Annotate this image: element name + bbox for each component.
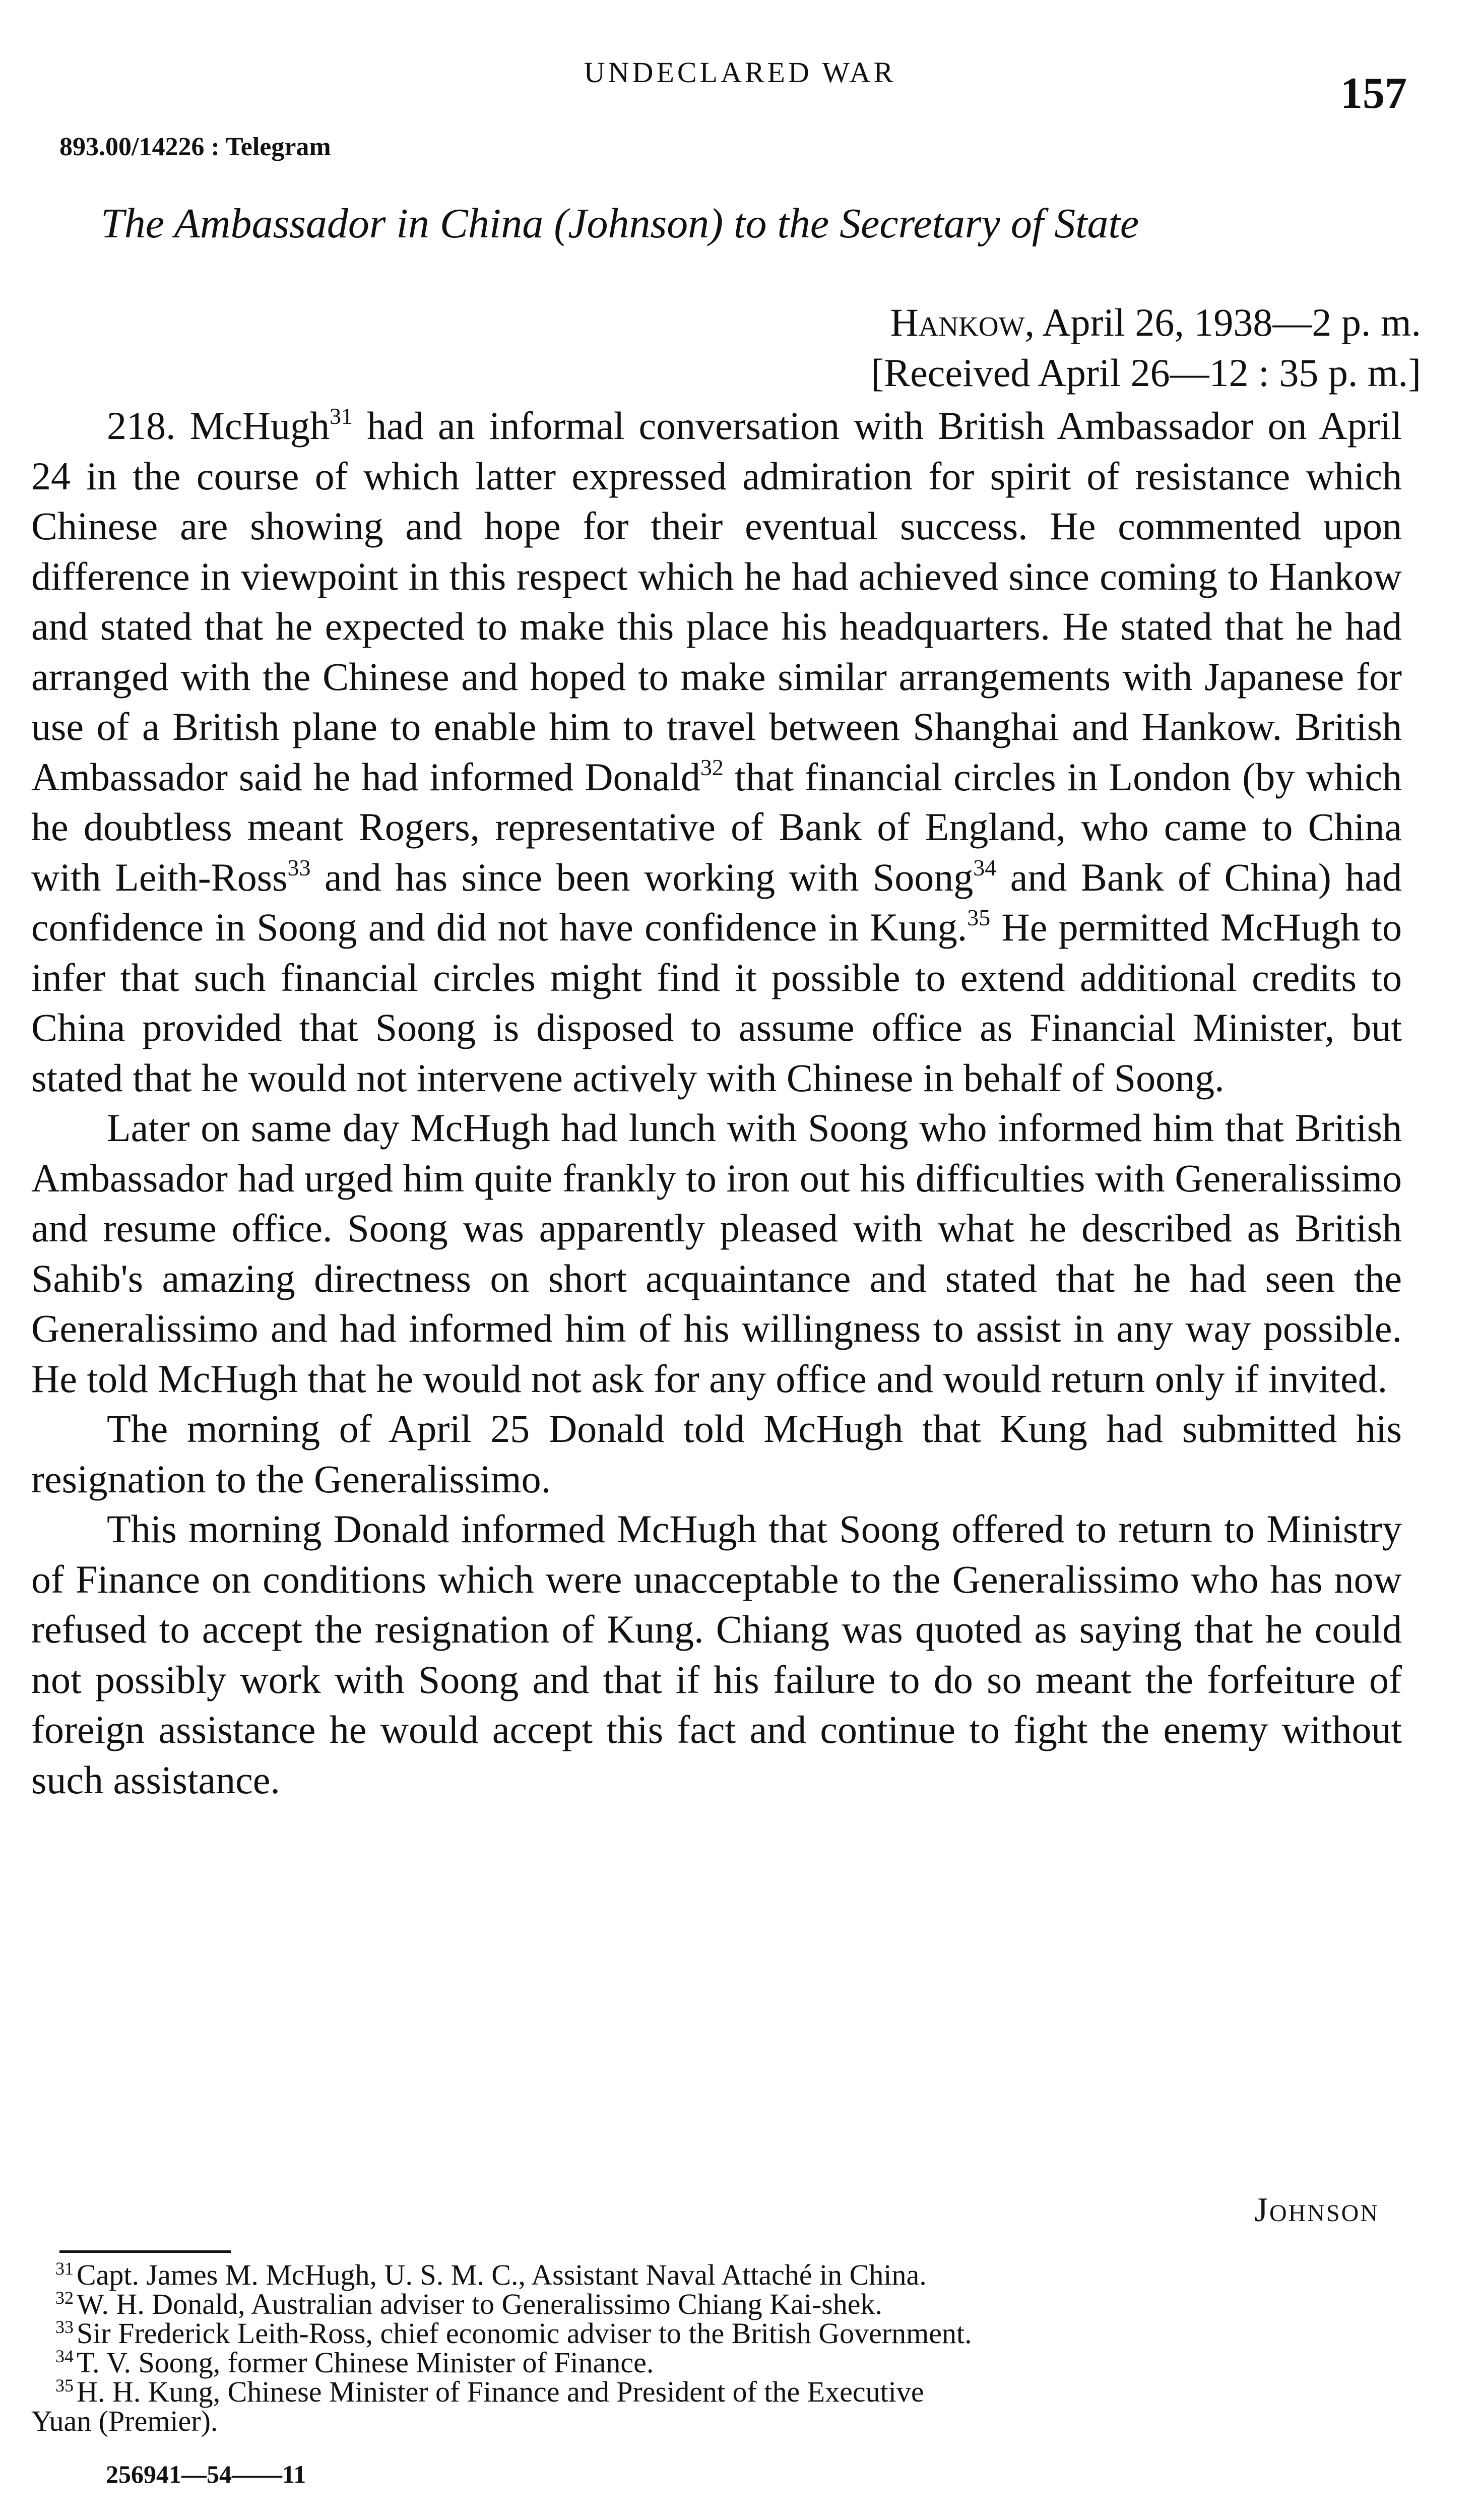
footnote-32	[31, 2290, 1402, 2319]
paragraph-1-part: He permitted McHugh to infer that such financial circles might find it possible to extend additional credits to China provided that Soong is disposed to assume office as Financial Minister, but stated that he would not intervene actively with Chinese in behalf of Soong.	[31, 905, 1402, 1100]
footnote-number: 33	[55, 2317, 74, 2337]
footnote-divider	[59, 2250, 231, 2253]
signature: Johnson	[1254, 2190, 1379, 2229]
footnote-ref-34: 34	[973, 854, 997, 880]
footnote-ref-31: 31	[330, 403, 353, 429]
telegram-body	[31, 401, 1402, 1805]
dateline-place: Hankow	[890, 300, 1025, 344]
paragraph-1-part: and has since been working with Soong	[310, 855, 974, 899]
footnotes	[31, 2260, 1402, 2436]
footnote-text: Capt. James M. McHugh, U. S. M. C., Assistant Naval Attaché in China.	[77, 2258, 927, 2291]
footnote-ref-33: 33	[287, 854, 311, 880]
paragraph-1-part: that financial circles in London (by which he doubtless meant Rogers, representative of Bank of England, who came to China with Leith-Ross	[31, 754, 1402, 899]
file-reference: 893.00/14226 : Telegram	[59, 133, 331, 161]
footnote-34	[31, 2348, 1402, 2377]
footnote-number: 34	[55, 2346, 74, 2366]
paragraph-1	[31, 401, 1402, 1103]
page-number: 157	[1340, 69, 1407, 118]
footnote-number: 32	[55, 2288, 74, 2308]
footnote-31	[31, 2260, 1402, 2290]
document-title: The Ambassador in China (Johnson) to the Secretary of State	[101, 200, 1139, 247]
dateline-received: [Received April 26—12 : 35 p. m.]	[871, 351, 1421, 395]
paragraph-4: This morning Donald informed McHugh that Soong offered to return to Ministry of Finance on conditions which were unacceptable to the Generalissimo who has now refused to accept the resignation of Kung. Chiang was quoted as saying that he could not possibly work with Soong and that if his failure to do so meant the forfeiture of foreign assistance he would accept this fact and continue to fight the enemy without such assistance.	[31, 1507, 1402, 1802]
dateline-date: , April 26, 1938—2 p. m.	[1024, 300, 1421, 344]
paragraph-2: Later on same day McHugh had lunch with Soong who informed him that British Ambassador had urged him quite frankly to iron out his difficulties with Generalissimo and resume office. Soong was apparently pleased with what he described as British Sahib's amazing directness on short acquaintance and stated that he had seen the Generalissimo and had informed him of his willingness to assist in any way possible. He told McHugh that he would not ask for any office and would return only if invited.	[31, 1106, 1402, 1401]
footnote-text: W. H. Donald, Australian adviser to Generalissimo Chiang Kai-shek.	[77, 2288, 882, 2320]
paragraph-3: The morning of April 25 Donald told McHugh that Kung had submitted his resignation to the Generalissimo.	[31, 1407, 1402, 1501]
dateline	[746, 297, 1421, 398]
print-code: 256941—54——11	[106, 2460, 306, 2488]
footnote-text: T. V. Soong, former Chinese Minister of Finance.	[77, 2346, 654, 2379]
footnote-number: 31	[55, 2258, 74, 2279]
running-head: UNDECLARED WAR	[584, 56, 896, 89]
paragraph-1-part: 218. McHugh	[107, 404, 330, 448]
paragraph-1-part: and Bank of China) had confidence in Soong and did not have confidence in Kung.	[31, 855, 1402, 949]
footnote-33	[31, 2319, 1402, 2348]
footnote-ref-32: 32	[700, 754, 724, 780]
footnote-text: H. H. Kung, Chinese Minister of Finance and President of the Executive	[77, 2375, 924, 2408]
dateline-sent	[746, 297, 1421, 348]
footnote-number: 35	[55, 2375, 74, 2396]
footnote-35	[31, 2377, 1402, 2407]
paragraph-1-part: had an informal conversation with British Ambassador on April 24 in the course of which latter expressed admiration for spirit of resistance which Chinese are showing and hope for their eventual success. He commented upon difference in viewpoint in this respect which he had achieved since coming to Hankow and stated that he expected to make this place his headquarters. He stated that he had arranged with the Chinese and hoped to make similar arrangements with Japanese for use of a British plane to enable him to travel between Shanghai and Hankow. British Ambassador said he had informed Donald	[31, 404, 1402, 799]
footnote-ref-35: 35	[967, 905, 991, 930]
footnote-35-continuation: Yuan (Premier).	[31, 2405, 218, 2437]
footnote-text: Sir Frederick Leith-Ross, chief economic adviser to the British Government.	[77, 2317, 972, 2350]
